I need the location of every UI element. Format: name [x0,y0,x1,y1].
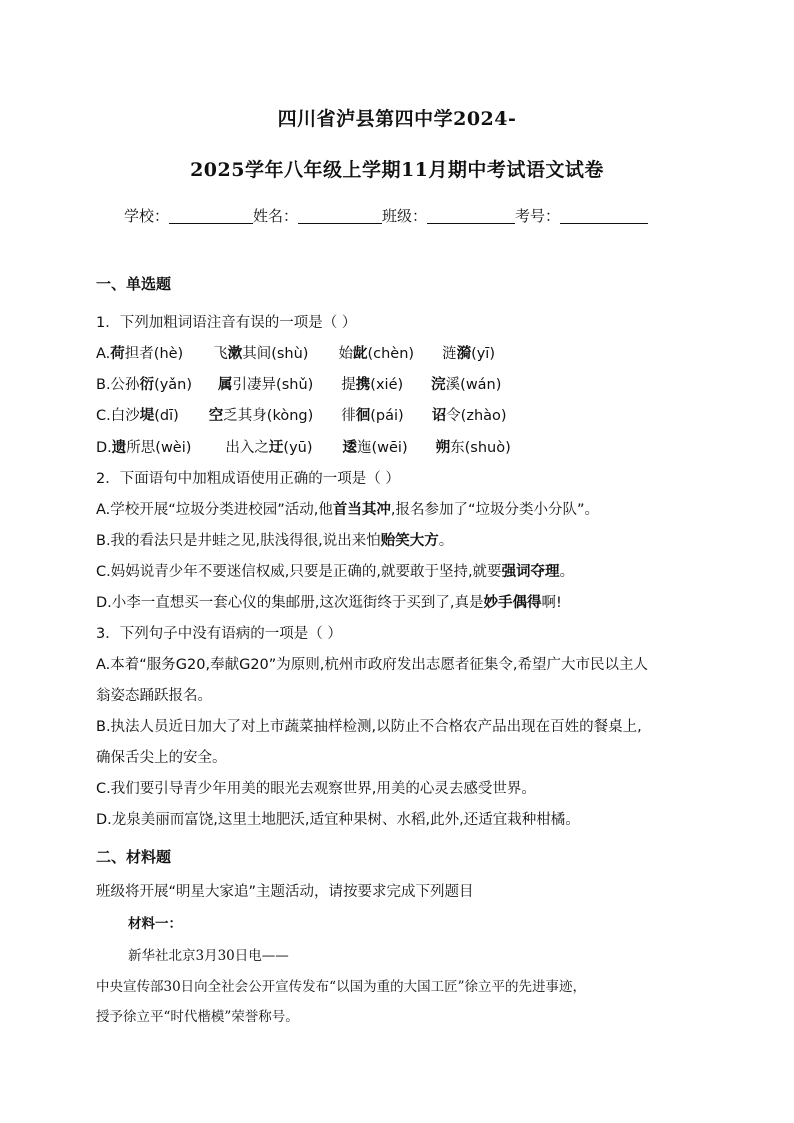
option-letter: D. [96,440,112,456]
bold-idiom: 首当其冲 [332,502,391,518]
option-text: B.公孙 [96,377,140,393]
option-text: ,报名参加了“垃圾分类小分队”。 [390,502,600,518]
section-title-single-choice: 一、单选题 [96,275,172,293]
question-3-option-b-line1[interactable]: B.执法人员近日加大了对上市蔬菜抽样检测,以防止不合格农产品出现在百姓的餐桌上, [96,719,642,735]
material-1-label: 材料一： [128,916,182,932]
bold-char: 迂 [268,440,284,456]
option-text: (xié) [370,377,404,393]
number-label: 考号： [515,207,561,225]
student-info-row [124,205,648,226]
option-text: 溪(wán) [445,377,502,393]
bold-char: 漱 [227,346,243,362]
bold-char: 荷 [110,346,125,362]
option-text: (pái) [370,408,404,424]
question-2-option-b[interactable] [96,529,453,550]
bold-idiom: 妙手偶得 [483,595,542,611]
option-text: (yī) [471,346,495,362]
question-1-option-d[interactable] [96,436,511,457]
bold-idiom: 贻笑大方 [380,533,439,549]
material-intro: 班级将开展“明星大家追”主题活动，请按要求完成下列题目 [96,884,474,900]
option-text: 啊! [541,595,562,611]
bold-char: 堤 [139,408,155,424]
name-blank[interactable] [298,207,382,224]
class-blank[interactable] [427,207,515,224]
school-label: 学校： [124,207,170,225]
option-text: 东(shuò) [450,440,511,456]
material-1-dateline: 新华社北京3月30日电—— [128,948,289,964]
option-text: 所思(wèi) [126,440,192,456]
option-text: C.妈妈说青少年不要迷信权威,只要是正确的,就要敢于坚持,就要 [96,564,502,580]
option-text: A.学校开展“垃圾分类进校园”活动,他 [96,502,333,518]
bold-char: 属 [218,377,233,393]
option-text: (wēi) [371,440,408,456]
question-3-option-b-line2: 确保舌尖上的安全。 [96,750,227,766]
question-2-option-d[interactable] [96,591,562,612]
bold-char: 诏 [431,408,447,424]
question-3-option-a-line2: 翁姿态踊跃报名。 [96,688,212,704]
option-text: 担者(hè) [124,346,184,362]
bold-char: 空 [208,408,224,424]
bold-char: 遗 [111,440,127,456]
material-1-line2: 授予徐立平“时代楷模”荣誉称号。 [96,1009,299,1025]
option-text: 。 [438,533,454,549]
question-1-option-c[interactable] [96,404,507,425]
option-text: 飞 [213,346,228,362]
question-2-stem: 2．下面语句中加粗成语使用正确的一项是（ ） [96,471,400,487]
number-blank[interactable] [560,207,648,224]
question-3-option-c[interactable]: C.我们要引导青少年用美的眼光去观察世界,用美的心灵去感受世界。 [96,781,536,797]
question-2-option-c[interactable] [96,560,574,581]
option-text: 引凄异(shǔ) [232,377,314,393]
bold-idiom: 强词夺理 [501,564,560,580]
school-blank[interactable] [169,207,253,224]
question-3-option-a-line1[interactable]: A.本着“服务G20,奉献G20”为原则,杭州市政府发出志愿者征集令,希望广大市民以主人 [96,657,648,673]
bold-char: 漪 [456,346,472,362]
question-1-option-a[interactable] [96,342,495,363]
material-1-line1: 中央宣传部30日向全社会公开宣传发布“以国为重的大国工匠”徐立平的先进事迹， [96,979,586,995]
bold-char: 浣 [431,377,446,393]
name-label: 姓名： [253,207,299,225]
bold-char: 朔 [435,440,451,456]
option-text: 迤 [357,440,372,456]
bold-char: 逶 [342,440,357,456]
option-letter: A. [96,346,111,362]
option-text: 乏其身(kòng) [223,408,314,424]
exam-title-line2: 2025学年八年级上学期11月期中考试语文试卷 [190,159,604,181]
option-text: 其间(shù) [242,346,309,362]
option-text: 始 [338,346,353,362]
option-text: C.白沙 [96,408,140,424]
option-text: 出入之 [225,440,269,456]
option-text: (chèn) [367,346,415,362]
option-text: 徘 [341,408,356,424]
option-text: 。 [559,564,575,580]
bold-char: 携 [355,377,371,393]
class-label: 班级： [382,207,428,225]
option-text: 涟 [442,346,457,362]
question-3-stem: 3．下列句子中没有语病的一项是（ ） [96,626,342,642]
bold-char: 徊 [355,408,371,424]
option-text: (yū) [283,440,313,456]
question-2-option-a[interactable] [96,498,599,519]
option-text: B.我的看法只是井蛙之见,肤浅得很,说出来怕 [96,533,381,549]
bold-char: 衍 [139,377,155,393]
option-text: 提 [341,377,356,393]
option-text: D.小李一直想买一套心仪的集邮册,这次逛街终于买到了,真是 [96,595,484,611]
question-1-option-b[interactable] [96,373,501,394]
section-title-material: 二、材料题 [96,848,172,866]
question-3-option-d[interactable]: D.龙泉美丽而富饶,这里土地肥沃,适宜种果树、水稻,此外,还适宜栽种柑橘。 [96,812,580,828]
exam-title-line1: 四川省泸县第四中学2024- [277,108,517,130]
bold-char: 龀 [352,346,368,362]
option-text: (yǎn) [154,377,193,393]
option-text: 令(zhào) [446,408,507,424]
question-1-stem: 1．下列加粗词语注音有误的一项是（ ） [96,315,357,331]
option-text: (dī) [154,408,179,424]
